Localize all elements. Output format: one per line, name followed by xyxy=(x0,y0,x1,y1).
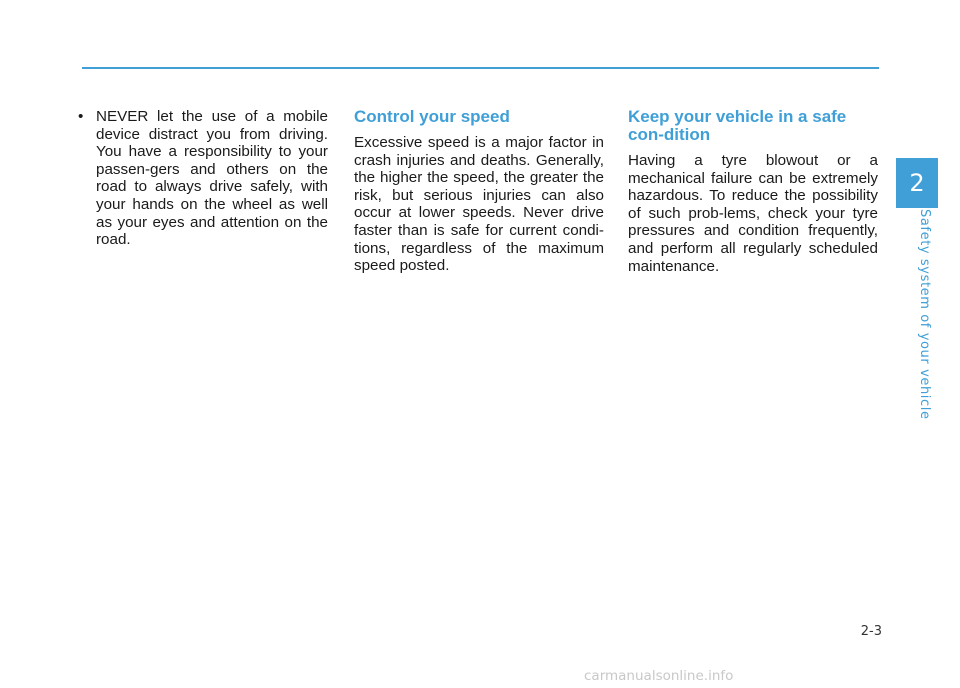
section-body-safe-condition: Having a tyre blowout or a mechanical failure can be extremely hazardous. To reduce the possibility of such prob-lems, check your tyre pressures and condition frequently, and perform all regularly scheduled maintenance. xyxy=(628,152,878,275)
header-rule xyxy=(82,67,879,69)
bullet-marker: • xyxy=(78,108,84,125)
section-body-control-speed: Excessive speed is a major factor in crash injuries and deaths. Generally, the higher the speed, the greater the risk, but serious injuries can also occur at lower speeds. Never drive faster than is safe for current condi-tions, regardless of the maximum speed posted. xyxy=(354,134,604,275)
column-middle xyxy=(354,108,604,275)
page-number: 2-3 xyxy=(860,624,882,639)
column-left xyxy=(78,108,328,249)
column-right xyxy=(628,108,878,275)
chapter-number: 2 xyxy=(909,169,925,197)
section-heading-safe-condition: Keep your vehicle in a safe con-dition xyxy=(628,107,847,144)
chapter-tab xyxy=(896,158,938,208)
bullet-item xyxy=(78,108,328,249)
bullet-text: NEVER let the use of a mobile device distract you from driving. You have a responsibility to your passen-gers and others on the road to always drive safely, with your hands on the wheel as well as your eyes and attention on the road. xyxy=(96,108,328,249)
watermark: carmanualsonline.info xyxy=(584,668,734,684)
section-heading-control-speed: Control your speed xyxy=(354,107,510,126)
chapter-title: Safety system of your vehicle xyxy=(917,209,932,420)
